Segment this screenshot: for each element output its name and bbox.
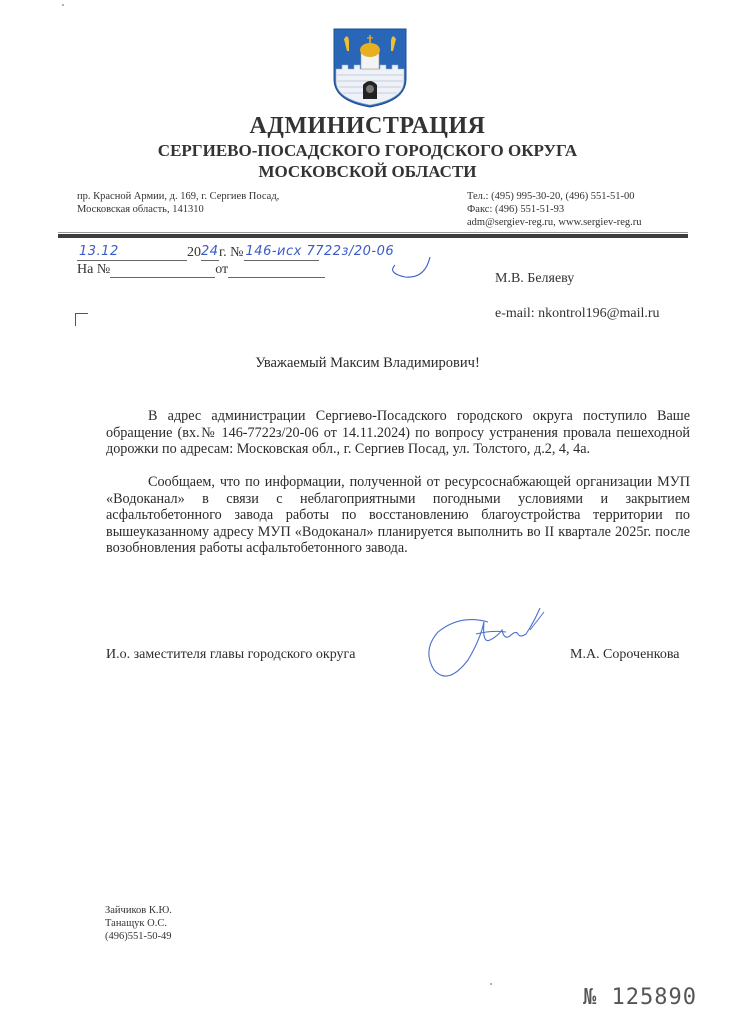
reply-number-field: [110, 263, 215, 278]
contact-info: [467, 190, 642, 229]
handwritten-loop: [385, 255, 445, 285]
fax-line: Факс: (496) 551-51-93: [467, 204, 565, 215]
salutation: Уважаемый Максим Владимирович!: [255, 355, 480, 371]
header-divider-thin: [58, 232, 688, 233]
letter-paragraph-1: [106, 408, 690, 458]
handwritten-year: 24: [201, 244, 219, 259]
signatory-role: И.о. заместителя главы городского округа: [106, 647, 356, 662]
handwritten-number: 146-исх 7722з/20-06: [245, 244, 395, 259]
phone-line: Тел.: (495) 995-30-20, (496) 551-51-00: [467, 191, 635, 202]
letter-paragraph-2: [106, 474, 690, 557]
signatory-name: М.А. Сороченкова: [570, 647, 680, 662]
postal-address: [77, 190, 279, 216]
web-line: adm@sergiev-reg.ru, www.sergiev-reg.ru: [467, 217, 642, 228]
executor-2: Танащук О.С.: [105, 918, 167, 929]
scan-speck: [62, 4, 64, 6]
address-line-2: Московская область, 141310: [77, 204, 204, 215]
executor-phone: (496)551-50-49: [105, 931, 172, 942]
handwritten-date: 13.12: [79, 244, 119, 259]
address-corner-mark: [75, 313, 88, 326]
reply-number-label: На №: [77, 262, 111, 277]
number-field: [244, 244, 395, 261]
reply-reference-line: [77, 262, 325, 278]
scan-speck: [490, 983, 492, 985]
document-number-stamp: № 125890: [583, 985, 697, 1010]
reply-date-field: [228, 263, 325, 278]
coat-of-arms-icon: [331, 27, 409, 109]
registration-line: [77, 244, 395, 261]
organization-title: АДМИНИСТРАЦИЯ: [249, 113, 486, 139]
reply-from-label: от: [215, 262, 229, 277]
address-line-1: пр. Красной Армии, д. 169, г. Сергиев Посад,: [77, 191, 280, 202]
executor-1: Зайчиков К.Ю.: [105, 905, 172, 916]
number-label: г. №: [219, 245, 244, 260]
recipient-email: e-mail: nkontrol196@mail.ru: [495, 306, 660, 321]
paragraph-1-text: В адрес администрации Сергиево-Посадского городского округа поступило Ваше обращение (вх.№ 146-7722з/20-06 от 14.11.2024) по вопросу устранения провала пешеходной дорожки по адресам: Московская обл., г. Сергиев Посад, ул. Толстого, д.2, 4, 4а.: [106, 408, 690, 457]
organization-subtitle-1: СЕРГИЕВО-ПОСАДСКОГО ГОРОДСКОГО ОКРУГА: [157, 141, 578, 160]
handwritten-signature: [420, 600, 560, 690]
date-field: [77, 246, 187, 261]
recipient-name: М.В. Беляеву: [495, 271, 575, 286]
executors-block: [105, 904, 172, 943]
paragraph-2-text: Сообщаем, что по информации, полученной от ресурсоснабжающей организации МУП «Водоканал» в связи с неблагоприятными погодными условиями и закрытием асфальтобетонного завода работы по восстановлению благоустройства территории по вышеуказанному адресу МУП «Водоканал» планируется выполнить во II квартале 2025г. после возобновления работы асфальтобетонного завода.: [106, 474, 690, 556]
organization-subtitle-2: МОСКОВСКОЙ ОБЛАСТИ: [258, 162, 477, 181]
year-prefix: 20: [187, 245, 201, 260]
header-divider-thick: [58, 234, 688, 238]
year-field: [201, 246, 219, 261]
